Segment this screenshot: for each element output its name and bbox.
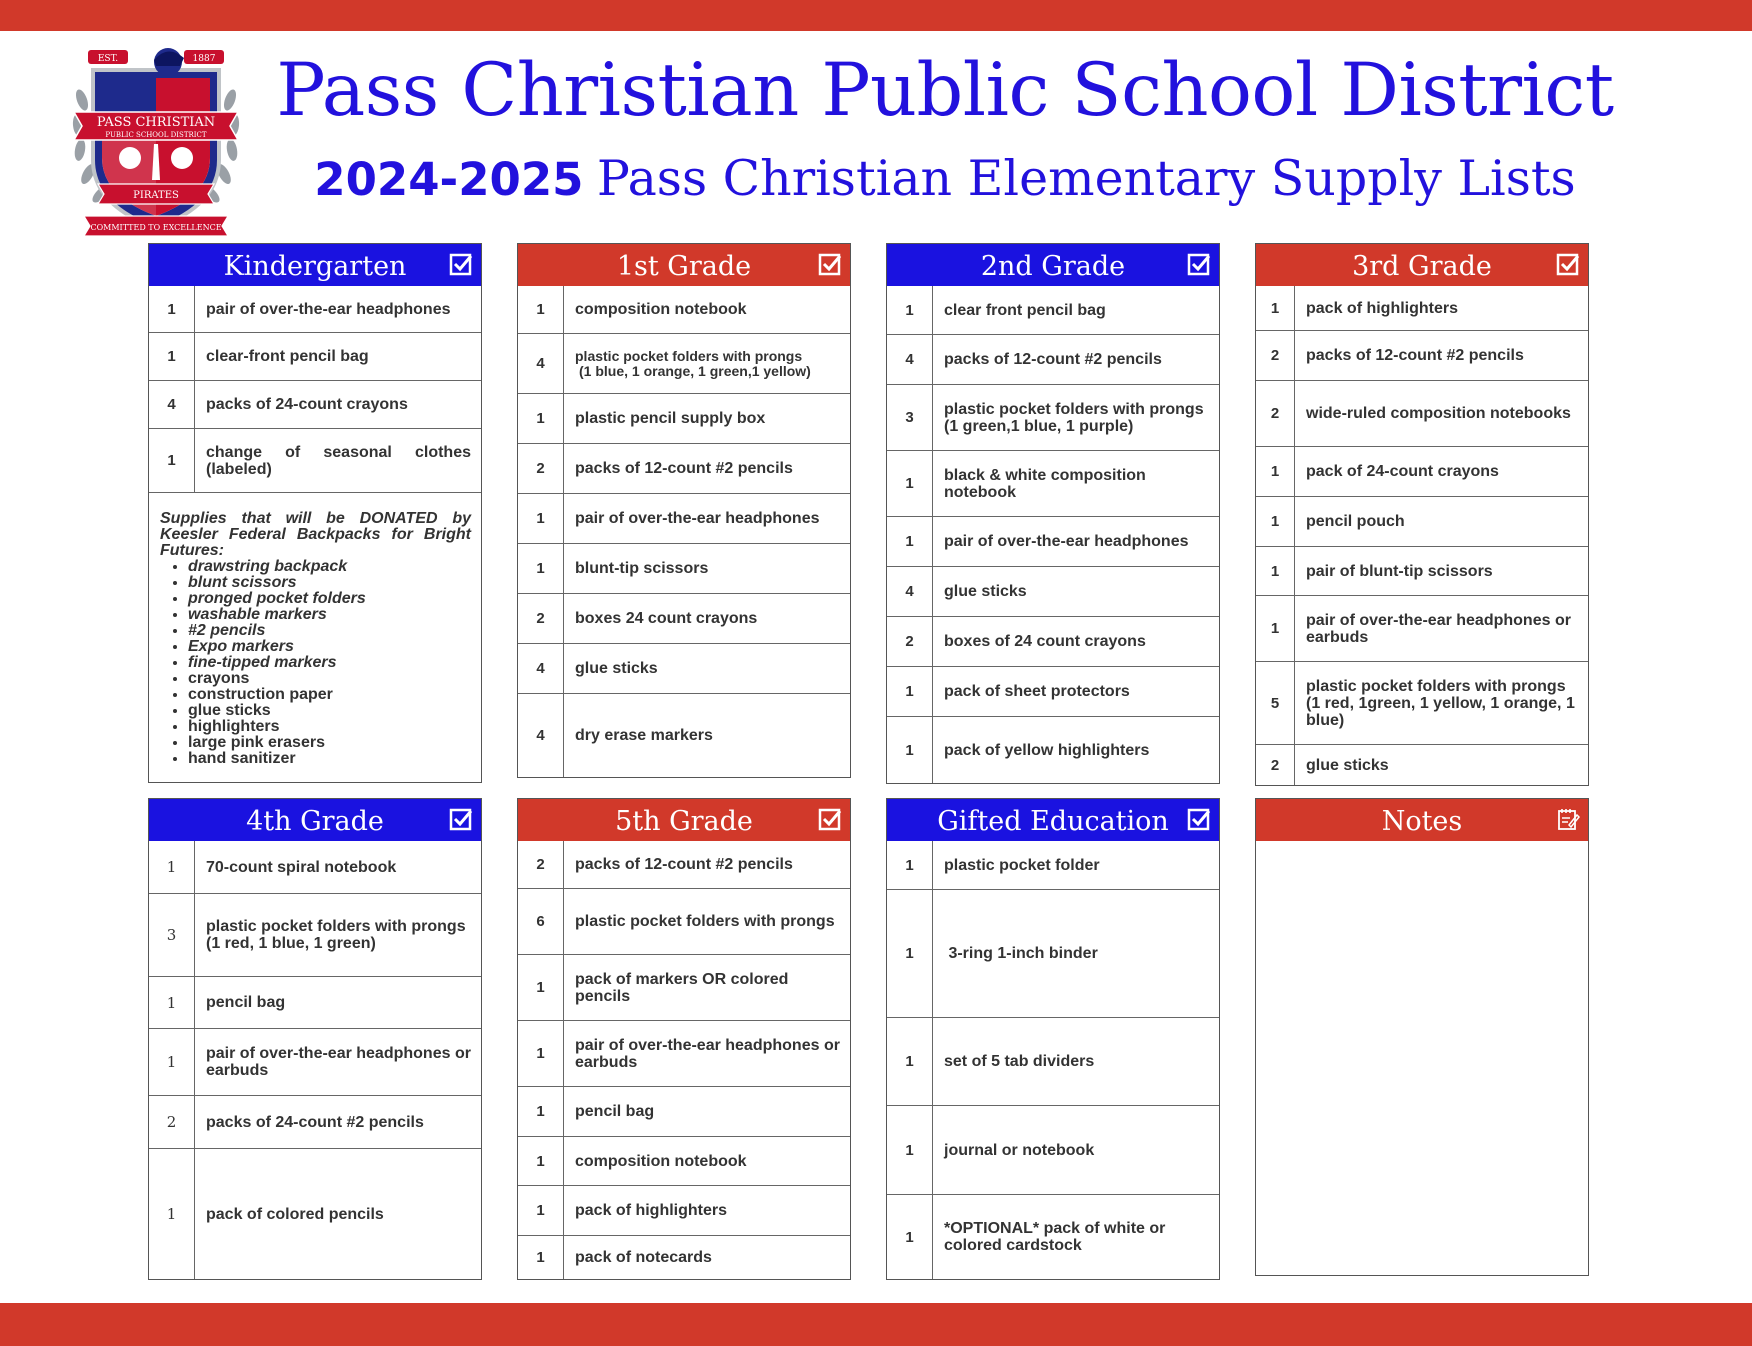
item-text: packs of 12-count #2 pencils xyxy=(944,351,1162,368)
item-text: glue sticks xyxy=(1306,756,1389,774)
gifted-card xyxy=(886,798,1220,1280)
item-text: 3-ring 1-inch binder xyxy=(944,945,1098,962)
item-qty: 1 xyxy=(149,1029,195,1095)
list-item xyxy=(887,450,1219,516)
list-item xyxy=(518,286,850,333)
list-item: • Expo markers xyxy=(188,639,471,655)
grade5-card xyxy=(517,798,851,1280)
donated-intro: Supplies that will be DONATED by Keesler Federal Backpacks for Bright Futures: xyxy=(160,510,471,559)
item-text: pack of highlighters xyxy=(575,1202,728,1219)
list-item xyxy=(1256,546,1588,595)
gifted-title: Gifted Education xyxy=(937,806,1169,837)
item-qty: 5 xyxy=(1256,662,1295,744)
item-text: pair of blunt-tip scissors xyxy=(1306,562,1493,580)
list-item xyxy=(1256,496,1588,546)
item-text: plastic pocket folders with prongs (1 green,1 blue, 1 purple) xyxy=(944,400,1204,435)
list-item xyxy=(887,1194,1219,1279)
list-item xyxy=(518,543,850,593)
item-qty: 1 xyxy=(518,1087,564,1136)
list-item: • glue sticks xyxy=(188,703,471,719)
item-qty: 3 xyxy=(149,894,195,976)
item-text-line2: (1 blue, 1 orange, 1 green,1 yellow) xyxy=(579,362,811,379)
item-qty: 2 xyxy=(149,1096,195,1148)
item-qty: 1 xyxy=(518,1186,564,1235)
item-text: pair of over-the-ear headphones xyxy=(206,300,451,318)
item-qty: 1 xyxy=(887,1195,933,1279)
item-qty: 1 xyxy=(887,451,933,516)
item-qty: 1 xyxy=(887,841,933,889)
item-text: blunt-tip scissors xyxy=(575,560,709,577)
item-qty: 3 xyxy=(887,385,933,450)
list-item xyxy=(1256,661,1588,744)
item-qty: 1 xyxy=(887,1106,933,1194)
item-qty: 1 xyxy=(518,544,564,593)
list-item xyxy=(518,954,850,1020)
checkbox-icon xyxy=(818,807,842,831)
list-item: • crayons xyxy=(188,671,471,687)
notes-card xyxy=(1255,798,1589,1276)
item-text: dry erase markers xyxy=(575,727,713,744)
item-text: composition notebook xyxy=(575,1152,747,1170)
list-item: • #2 pencils xyxy=(188,623,471,639)
item-qty: 4 xyxy=(518,644,564,693)
list-item xyxy=(149,893,481,976)
logo-district-text: PUBLIC SCHOOL DISTRICT xyxy=(105,131,207,139)
list-item xyxy=(518,1086,850,1136)
list-item: • highlighters xyxy=(188,719,471,735)
item-text: pack of colored pencils xyxy=(206,1205,384,1223)
list-item xyxy=(149,332,481,380)
item-qty: 2 xyxy=(887,617,933,666)
item-qty: 2 xyxy=(1256,745,1295,785)
item-text-line1: plastic pocket folders with prongs xyxy=(575,347,803,364)
grade2-card xyxy=(886,243,1220,784)
logo-motto-text: COMMITTED TO EXCELLENCE xyxy=(90,223,222,232)
item-text: pack of highlighters xyxy=(1306,299,1459,317)
list-item xyxy=(518,643,850,693)
grade2-title: 2nd Grade xyxy=(980,251,1126,282)
item-text: pencil bag xyxy=(206,994,286,1011)
item-text: change of seasonal clothes (labeled) xyxy=(206,443,471,478)
item-qty: 1 xyxy=(887,286,933,334)
notes-area[interactable] xyxy=(1256,841,1588,1275)
item-text: plastic pocket folders with prongs xyxy=(575,913,835,930)
subtitle-text: Pass Christian Elementary Supply Lists xyxy=(596,150,1576,207)
checkbox-icon xyxy=(449,807,473,831)
item-text: plastic pencil supply box xyxy=(575,410,766,427)
logo-name-text: PASS CHRISTIAN xyxy=(96,115,216,130)
list-item xyxy=(518,393,850,443)
item-text: boxes 24 count crayons xyxy=(575,610,758,627)
list-item xyxy=(1256,446,1588,496)
item-qty: 1 xyxy=(887,667,933,716)
list-item xyxy=(887,1105,1219,1194)
item-text: pair of over-the-ear headphones or earbuds xyxy=(575,1036,840,1071)
logo-est-text: EST. xyxy=(97,54,119,64)
list-item xyxy=(149,976,481,1028)
list-item xyxy=(518,1136,850,1185)
item-text xyxy=(564,334,850,393)
grade3-header xyxy=(1256,244,1588,286)
list-item xyxy=(149,1095,481,1148)
logo-year-text: 1887 xyxy=(192,54,216,64)
item-text: plastic pocket folder xyxy=(944,856,1100,874)
item-qty: 1 xyxy=(149,286,195,332)
item-qty: 1 xyxy=(518,494,564,543)
gifted-header xyxy=(887,799,1219,841)
item-qty: 2 xyxy=(518,594,564,643)
list-item xyxy=(887,566,1219,616)
list-item xyxy=(887,334,1219,384)
item-qty: 1 xyxy=(518,1137,564,1185)
list-item: • blunt scissors xyxy=(188,575,471,591)
list-item xyxy=(149,1148,481,1279)
item-qty: 1 xyxy=(149,1149,195,1279)
grade4-title: 4th Grade xyxy=(246,806,384,837)
grade4-header xyxy=(149,799,481,841)
item-qty: 1 xyxy=(1256,547,1295,595)
grade2-header xyxy=(887,244,1219,286)
top-color-band xyxy=(0,0,1752,31)
item-text: glue sticks xyxy=(575,660,658,677)
item-qty: 1 xyxy=(1256,497,1295,546)
list-item xyxy=(1256,744,1588,785)
grade1-title: 1st Grade xyxy=(616,251,752,282)
checkbox-icon xyxy=(1187,807,1211,831)
checkbox-icon xyxy=(1187,252,1211,276)
item-text: boxes of 24 count crayons xyxy=(944,633,1146,650)
item-text-line2: (1 red, 1 blue, 1 green) xyxy=(206,935,376,952)
item-text: plastic pocket folders with prongs (1 red, 1green, 1 yellow, 1 orange, 1 blue) xyxy=(1306,677,1575,729)
item-text: pack of 24-count crayons xyxy=(1306,463,1499,480)
item-text: packs of 24-count #2 pencils xyxy=(206,1113,424,1131)
page-subtitle xyxy=(270,150,1620,207)
item-text: black & white composition notebook xyxy=(944,466,1146,501)
item-qty: 4 xyxy=(518,334,564,393)
item-qty: 1 xyxy=(149,841,195,893)
district-crest-logo xyxy=(68,40,244,238)
item-qty: 1 xyxy=(149,977,195,1028)
list-item: • pronged pocket folders xyxy=(188,591,471,607)
list-item xyxy=(887,286,1219,334)
item-qty: 2 xyxy=(518,444,564,493)
list-item xyxy=(518,693,850,777)
list-item xyxy=(149,286,481,332)
list-item xyxy=(887,616,1219,666)
item-qty: 1 xyxy=(1256,286,1295,330)
checkbox-icon xyxy=(1556,252,1580,276)
item-qty: 2 xyxy=(1256,331,1295,380)
item-text: pencil pouch xyxy=(1306,513,1405,530)
list-item xyxy=(149,841,481,893)
list-item xyxy=(1256,380,1588,446)
item-qty: 1 xyxy=(887,1018,933,1105)
item-text: pack of yellow highlighters xyxy=(944,741,1150,759)
notes-title: Notes xyxy=(1381,806,1463,837)
list-item xyxy=(887,1017,1219,1105)
list-item xyxy=(518,333,850,393)
grade4-card xyxy=(148,798,482,1280)
item-text: pencil bag xyxy=(575,1103,655,1120)
item-text: packs of 24-count crayons xyxy=(206,396,408,413)
item-qty: 2 xyxy=(518,841,564,888)
kindergarten-title: Kindergarten xyxy=(223,251,407,282)
item-qty: 1 xyxy=(1256,596,1295,661)
grade1-header xyxy=(518,244,850,286)
grade5-header xyxy=(518,799,850,841)
item-qty: 4 xyxy=(887,567,933,616)
notes-header xyxy=(1256,799,1588,841)
grade3-card xyxy=(1255,243,1589,786)
item-qty: 4 xyxy=(518,694,564,777)
item-qty: 1 xyxy=(149,429,195,492)
list-item: • large pink erasers xyxy=(188,735,471,751)
item-qty: 1 xyxy=(518,955,564,1020)
kindergarten-header xyxy=(149,244,481,286)
page-title: Pass Christian Public School District xyxy=(276,48,1614,133)
list-item xyxy=(1256,286,1588,330)
grade3-title: 3rd Grade xyxy=(1352,251,1492,282)
list-item xyxy=(518,1185,850,1235)
item-qty: 1 xyxy=(518,286,564,333)
item-text: pack of markers OR colored pencils xyxy=(575,970,789,1005)
list-item xyxy=(518,443,850,493)
notepad-icon xyxy=(1556,807,1580,831)
list-item xyxy=(518,1235,850,1279)
checkbox-icon xyxy=(449,252,473,276)
item-text-line1: plastic pocket folders with prongs xyxy=(206,918,466,935)
grade5-title: 5th Grade xyxy=(615,806,753,837)
list-item: • hand sanitizer xyxy=(188,751,471,767)
list-item xyxy=(887,516,1219,566)
subtitle-year: 2024-2025 xyxy=(314,153,584,206)
list-item: • washable markers xyxy=(188,607,471,623)
list-item xyxy=(1256,595,1588,661)
list-item: • construction paper xyxy=(188,687,471,703)
item-text: pair of over-the-ear headphones or earbuds xyxy=(206,1045,471,1079)
item-qty: 1 xyxy=(1256,447,1295,496)
list-item xyxy=(149,428,481,492)
item-qty: 1 xyxy=(518,1236,564,1279)
list-item: • fine-tipped markers xyxy=(188,655,471,671)
list-item xyxy=(518,841,850,888)
item-text: packs of 12-count #2 pencils xyxy=(575,460,793,477)
item-text: packs of 12-count #2 pencils xyxy=(575,856,793,873)
list-item xyxy=(887,384,1219,450)
list-item xyxy=(887,889,1219,1017)
item-qty: 4 xyxy=(887,335,933,384)
list-item: • drawstring backpack xyxy=(188,559,471,575)
item-text: pack of sheet protectors xyxy=(944,683,1130,700)
item-text: set of 5 tab dividers xyxy=(944,1053,1095,1070)
list-item xyxy=(887,841,1219,889)
item-qty: 1 xyxy=(887,517,933,566)
item-text: composition notebook xyxy=(575,301,747,318)
list-item xyxy=(149,1028,481,1095)
item-text: journal or notebook xyxy=(944,1141,1095,1159)
item-text: glue sticks xyxy=(944,583,1027,600)
item-text: clear-front pencil bag xyxy=(206,348,369,365)
item-qty: 1 xyxy=(518,394,564,443)
list-item xyxy=(887,666,1219,716)
item-qty: 4 xyxy=(149,381,195,428)
donated-supplies xyxy=(149,492,481,782)
item-qty: 1 xyxy=(887,717,933,783)
list-item xyxy=(518,1020,850,1086)
item-qty: 1 xyxy=(149,333,195,380)
bottom-color-band xyxy=(0,1303,1752,1346)
item-text: pair of over-the-ear headphones xyxy=(575,510,820,527)
kindergarten-card xyxy=(148,243,482,783)
list-item xyxy=(518,493,850,543)
item-text: *OPTIONAL* pack of white or colored cardstock xyxy=(944,1220,1166,1254)
checkbox-icon xyxy=(818,252,842,276)
item-text: clear front pencil bag xyxy=(944,301,1106,319)
item-qty: 1 xyxy=(518,1021,564,1086)
list-item xyxy=(887,716,1219,783)
logo-mascot-text: PIRATES xyxy=(133,190,179,201)
donated-list xyxy=(160,559,471,767)
item-qty: 1 xyxy=(887,890,933,1017)
item-qty: 6 xyxy=(518,889,564,954)
item-text: pair of over-the-ear headphones xyxy=(944,533,1189,550)
item-text: packs of 12-count #2 pencils xyxy=(1306,347,1524,364)
item-text xyxy=(195,894,481,976)
list-item xyxy=(518,593,850,643)
item-text: pair of over-the-ear headphones or earbuds xyxy=(1306,611,1571,646)
item-text: wide-ruled composition notebooks xyxy=(1306,405,1571,422)
list-item xyxy=(149,380,481,428)
grade1-card xyxy=(517,243,851,778)
list-item xyxy=(1256,330,1588,380)
item-text: 70-count spiral notebook xyxy=(206,858,397,876)
item-text: pack of notecards xyxy=(575,1249,712,1266)
list-item xyxy=(518,888,850,954)
item-qty: 2 xyxy=(1256,381,1295,446)
